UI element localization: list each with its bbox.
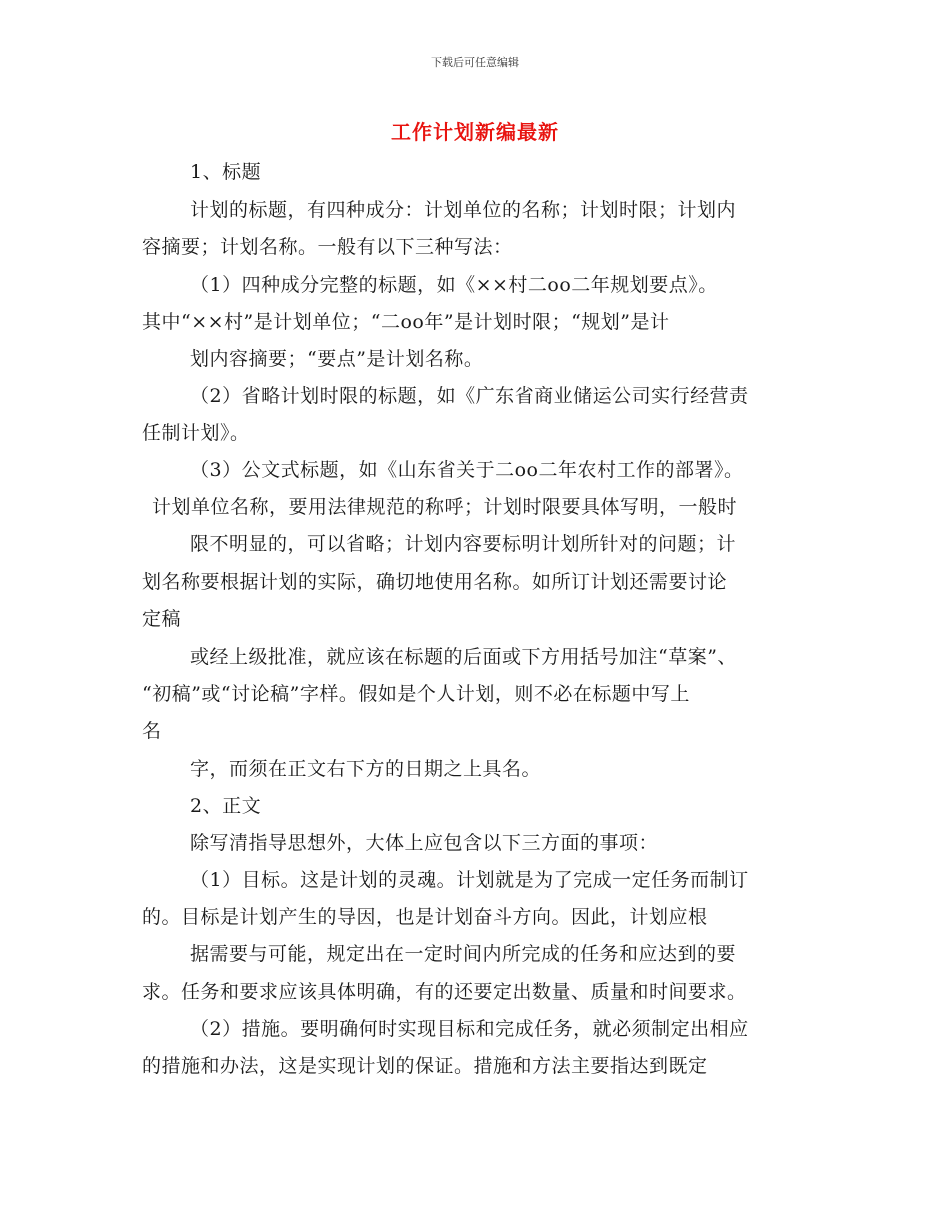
- text-line: （1）四种成分完整的标题，如《××村二oo二年规划要点》。: [190, 274, 718, 296]
- text-line: （2）省略计划时限的标题，如《广东省商业储运公司实行经营责: [190, 385, 749, 407]
- text-line: 求。任务和要求应该具体明确，有的还要定出数量、质量和时间要求。: [142, 981, 747, 1003]
- text-line: （2）措施。要明确何时实现目标和完成任务，就必须制定出相应: [190, 1018, 749, 1040]
- text-line: 容摘要；计划名称。一般有以下三种写法：: [142, 236, 513, 258]
- text-line: 划名称要根据计划的实际，确切地使用名称。如所订计划还需要讨论: [142, 571, 728, 593]
- text-line: 划内容摘要；“要点”是计划名称。: [190, 348, 484, 370]
- text-line: 或经上级批准，就应该在标题的后面或下方用括号加注“草案”、: [190, 646, 737, 668]
- text-line: 的。目标是计划产生的导因，也是计划奋斗方向。因此，计划应根: [142, 906, 708, 928]
- text-line: 限不明显的，可以省略；计划内容要标明计划所针对的问题；计: [190, 533, 737, 555]
- text-line: 计划单位名称，要用法律规范的称呼；计划时限要具体写明，一般时: [152, 496, 738, 518]
- text-line: 名: [142, 720, 162, 742]
- text-line: 据需要与可能，规定出在一定时间内所完成的任务和应达到的要: [190, 943, 737, 965]
- text-line: 2、正文: [190, 795, 262, 817]
- text-line: 字，而须在正文右下方的日期之上具名。: [190, 758, 542, 780]
- text-line: 任制计划》。: [142, 422, 250, 444]
- text-line: 其中“××村”是计划单位；“二oo年”是计划时限；“规划”是计: [142, 311, 670, 333]
- text-line: 1、标题: [190, 161, 262, 183]
- text-line: 除写清指导思想外，大体上应包含以下三方面的事项：: [190, 832, 659, 854]
- document-title: 工作计划新编最新: [391, 120, 559, 144]
- text-line: （3）公文式标题，如《山东省关于二oo二年农村工作的部署》。: [190, 459, 744, 481]
- text-line: 的措施和办法，这是实现计划的保证。措施和方法主要指达到既定: [142, 1055, 708, 1077]
- text-line: 计划的标题，有四种成分：计划单位的名称；计划时限；计划内: [190, 199, 737, 221]
- text-line: 定稿: [142, 608, 182, 630]
- text-line: （1）目标。这是计划的灵魂。计划就是为了完成一定任务而制订: [190, 869, 749, 891]
- page-header-note: 下载后可任意编辑: [431, 56, 519, 69]
- text-line: “初稿”或“讨论稿”字样。假如是个人计划，则不必在标题中写上: [142, 683, 690, 705]
